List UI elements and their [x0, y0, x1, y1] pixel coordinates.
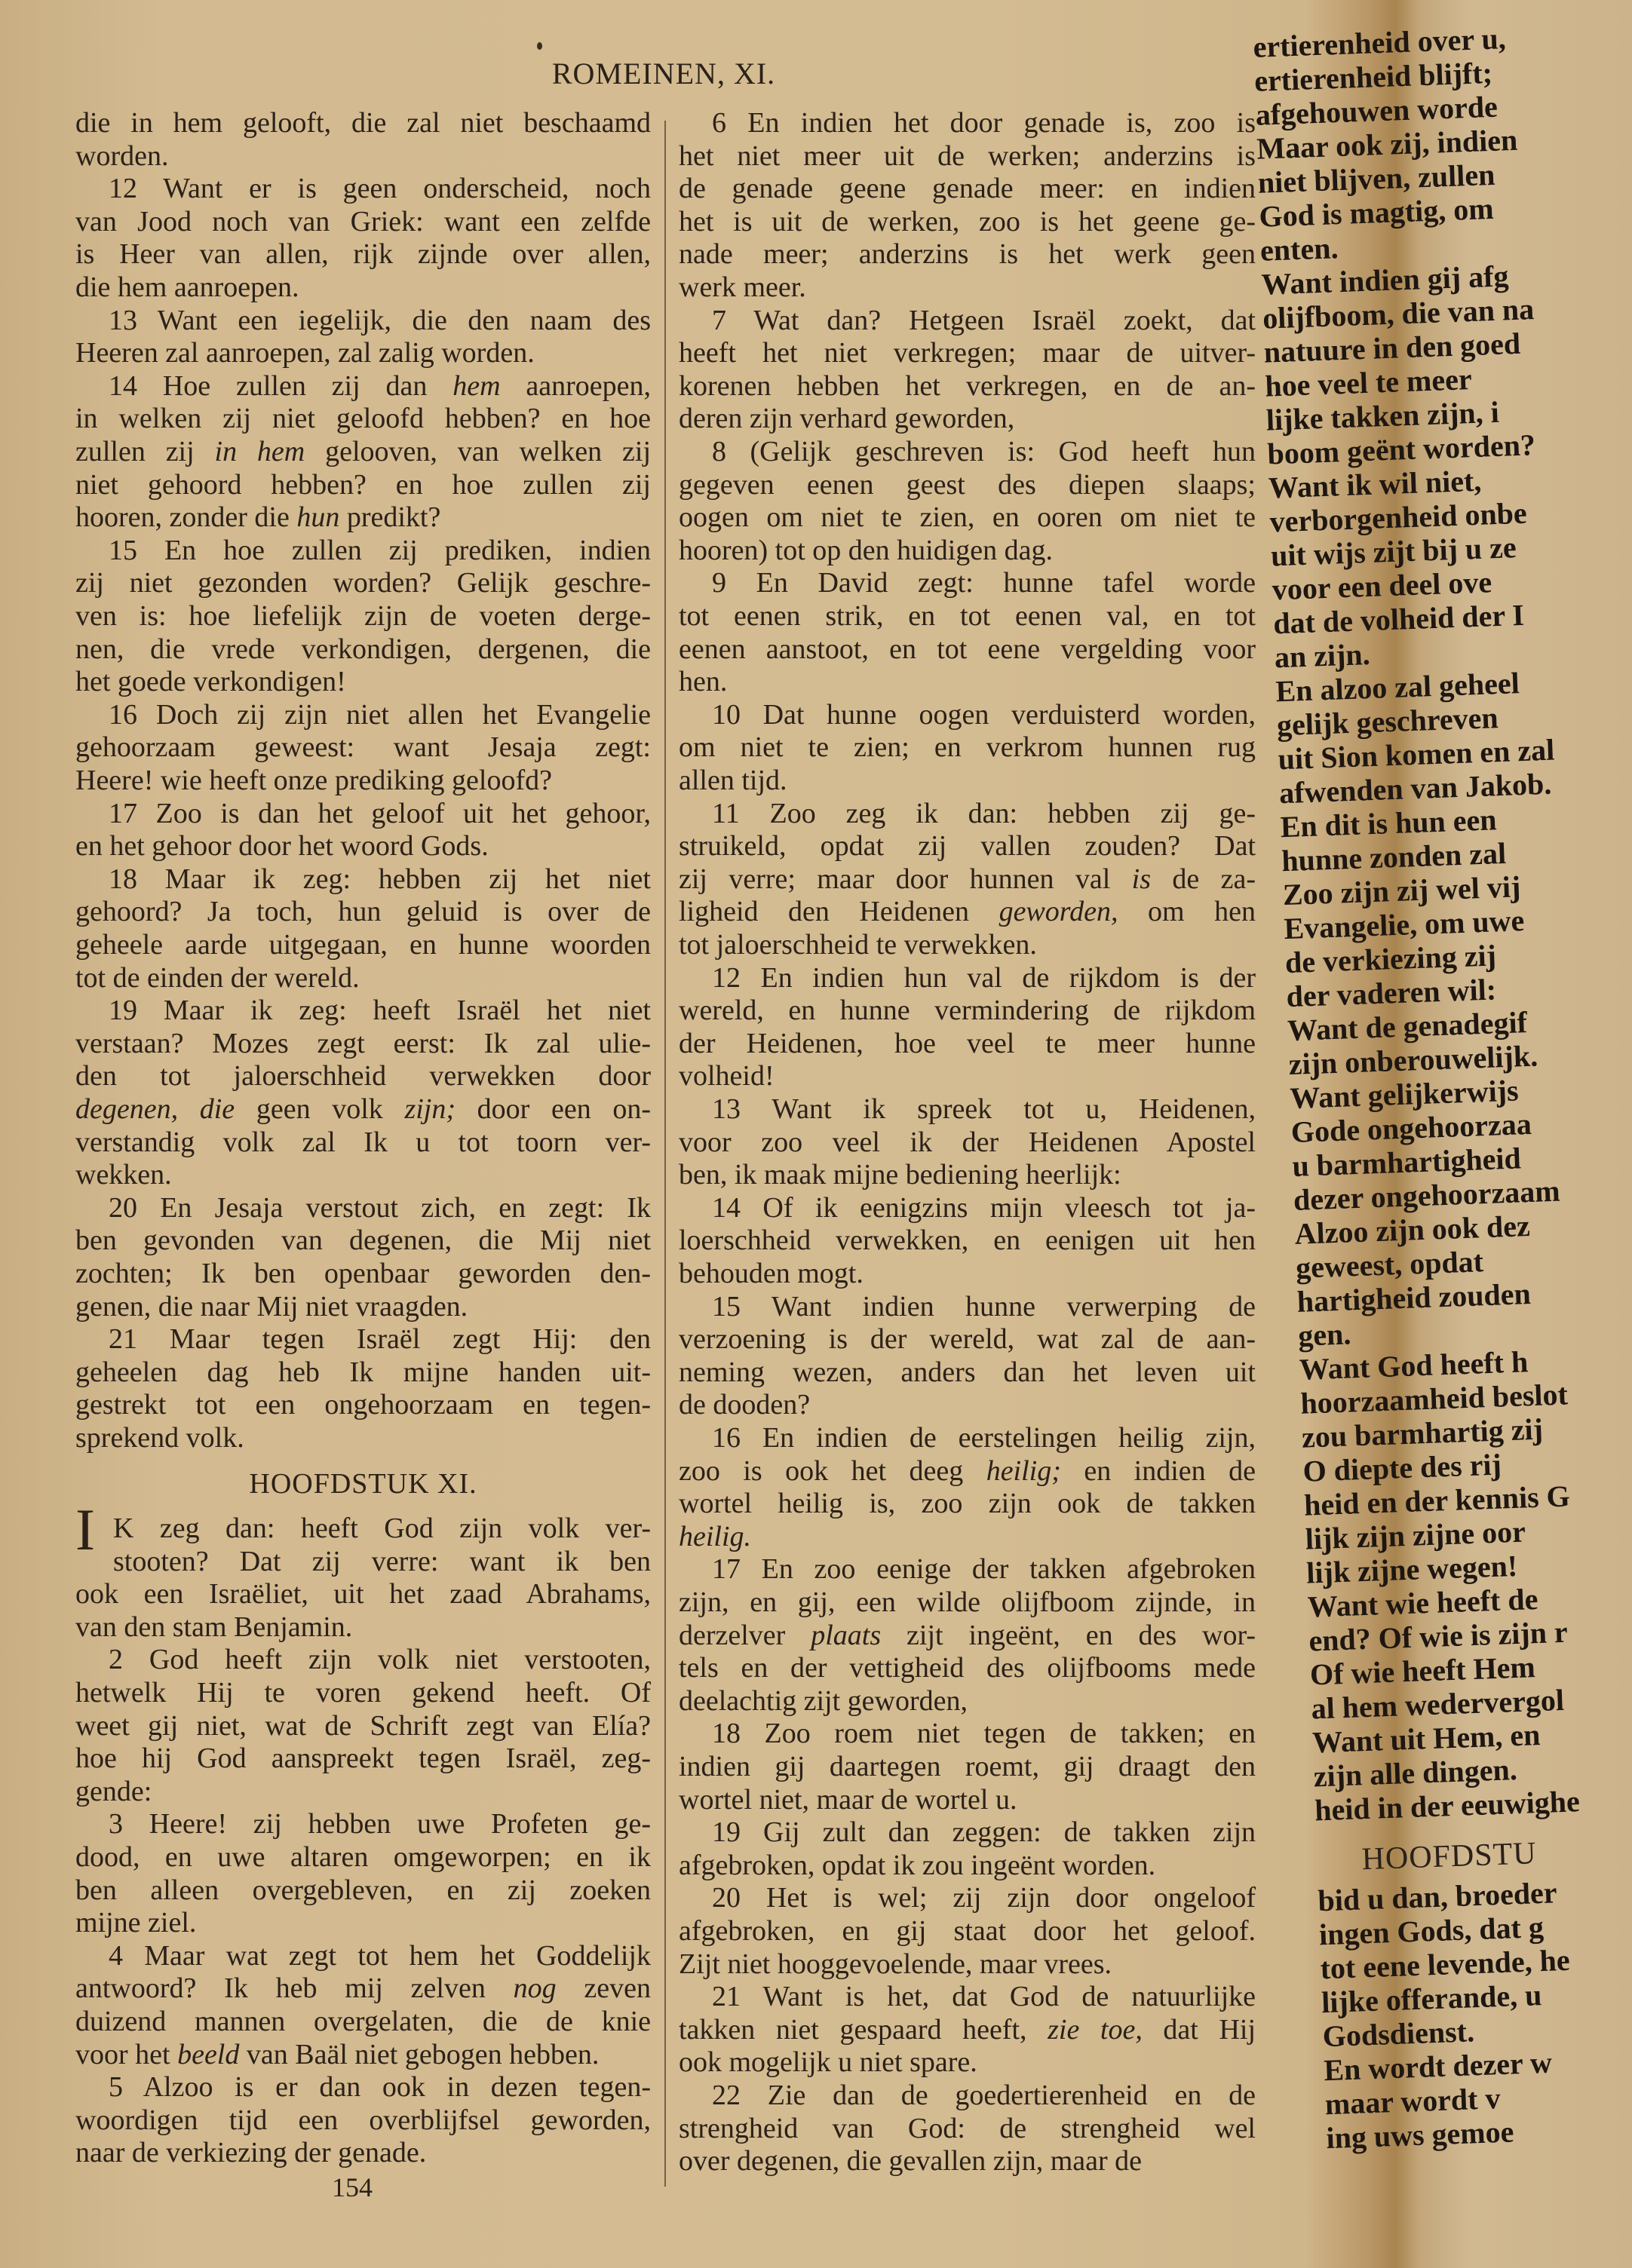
- italic-text: is: [1131, 863, 1152, 895]
- text-line: 11 Zoo zeg ik dan: hebben zij ge-: [712, 797, 1256, 829]
- text-line: heid in der eeuwighe: [1314, 1784, 1581, 1828]
- text-line: 9 En David zegt: hunne tafel worde: [712, 567, 1256, 599]
- text-line: loerschheid verwekken, en eenigen uit hen: [679, 1224, 1256, 1257]
- text-line: Want God heeft h: [1299, 1344, 1529, 1387]
- text-line: wortel niet, maar de wortel u.: [679, 1783, 1017, 1816]
- text-line: Zoo zijn zij wel vij: [1282, 869, 1522, 912]
- text-line: de genade geene genade meer: en indien: [679, 173, 1256, 205]
- text-line: hoe hij God aanspreekt tegen Israël, zeg-: [75, 1742, 651, 1775]
- text-line: ertierenheid over u,: [1252, 21, 1507, 64]
- text-line: volheid!: [679, 1060, 775, 1093]
- text-line: ven is: hoe liefelijk zijn de voeten derge-: [75, 600, 651, 632]
- text-line: verstaan? Mozes zegt eerst: Ik zal ulie-: [75, 1027, 651, 1059]
- text-line: 8 (Gelijk geschreven is: God heeft hun: [712, 436, 1256, 467]
- text-line: En alzoo zal geheel: [1275, 666, 1520, 709]
- text-line: Want indien gij afg: [1260, 259, 1510, 302]
- text-line: hartigheid zouden: [1296, 1277, 1532, 1319]
- column-divider: [664, 121, 666, 2187]
- text-line: tot jaloerschheid te verwekken.: [679, 929, 1037, 961]
- text-line: O diepte des rij: [1302, 1447, 1502, 1488]
- text-line: Alzoo zijn ook dez: [1293, 1209, 1531, 1251]
- text-line: al hem wedervergol: [1310, 1682, 1565, 1726]
- text-line: gegeven eenen geest des diepen slaaps;: [679, 468, 1256, 501]
- text-line: geheelen dag heb Ik mijne handen uit-: [75, 1356, 651, 1388]
- text-line: korenen hebben het verkregen, en de an-: [679, 369, 1256, 402]
- text-line: zijn, en gij, een wilde olijfboom zijnde, in: [679, 1586, 1256, 1618]
- text-line: 19 Maar ik zeg: heeft Israël het niet: [109, 995, 651, 1027]
- text-line: God is magtig, om: [1258, 191, 1495, 234]
- text-line: 21 Maar tegen Israël zegt Hij: den: [109, 1323, 651, 1356]
- text-line: weet gij niet, wat de Schrift zegt van Elía?: [75, 1709, 651, 1742]
- text-line: u barmhartigheid: [1291, 1141, 1522, 1183]
- text-line: gende:: [75, 1775, 152, 1807]
- text-line: 4 Maar wat zegt tot hem het Goddelijk: [109, 1939, 651, 1972]
- text-line: om niet te zien; en verkrom hunnen rug: [679, 731, 1256, 764]
- text-line: ben, ik maak mijne bediening heerlijk:: [679, 1159, 1121, 1191]
- text-line: zij verre; maar door hunnen val is de za-: [679, 863, 1256, 895]
- text-line: voor het beeld van Baäl niet gebogen hebben.: [75, 2038, 600, 2070]
- text-line: indien gij daartegen roemt, gij draagt den: [679, 1751, 1256, 1782]
- text-line: tot eenen strik, en tot eenen val, en tot: [679, 600, 1256, 632]
- text-line: 18 Maar ik zeg: hebben zij het niet: [109, 863, 651, 895]
- text-line: naar de verkiezing der genade.: [75, 2137, 427, 2169]
- text-line: dat de volheid der I: [1272, 597, 1525, 641]
- text-line: end? Of wie is zijn r: [1308, 1614, 1569, 1658]
- text-line: zoo is ook het deeg heilig; en indien de: [679, 1454, 1256, 1487]
- text-line: afgebroken, en gij staat door het geloof.: [679, 1915, 1256, 1947]
- text-line: 22 Zie dan de goedertierenheid en de: [712, 2080, 1256, 2111]
- chapter-heading: HOOFDSTUK XI.: [249, 1468, 477, 1500]
- text-line: woordigen tijd een overblijfsel geworden,: [75, 2104, 651, 2136]
- text-line: boom geënt worden?: [1266, 428, 1536, 471]
- text-line: der Heidenen, hoe veel te meer hunne: [679, 1027, 1256, 1059]
- text-line: gen.: [1297, 1316, 1352, 1353]
- text-line: 12 En indien hun val de rijkdom is der: [712, 961, 1256, 994]
- text-line: lijk zijn zijne oor: [1304, 1514, 1526, 1556]
- text-line: 2 God heeft zijn volk niet verstooten,: [109, 1644, 651, 1676]
- text-line: hoe veel te meer: [1264, 362, 1473, 403]
- text-line: ook mogelijk u niet spare.: [679, 2046, 977, 2079]
- text-line: an zijn.: [1274, 636, 1371, 675]
- text-line: hunne zonden zal: [1281, 835, 1507, 878]
- text-line: het niet meer uit de werken; anderzins is: [679, 139, 1256, 172]
- text-line: 18 Zoo roem niet tegen de takken; en: [712, 1718, 1256, 1750]
- text-line: strengheid van God: de strengheid wel: [679, 2112, 1256, 2144]
- text-line: hooren, zonder die hun predikt?: [75, 501, 441, 534]
- italic-text: heilig.: [679, 1520, 752, 1552]
- text-line: derzelver plaats zijt ingeënt, en des wor-: [679, 1619, 1256, 1651]
- text-line: zijn alle dingen.: [1312, 1752, 1518, 1794]
- text-line: En dit is hun een: [1279, 802, 1498, 844]
- text-line: zullen zij in hem gelooven, van welken zij: [75, 436, 651, 467]
- text-line: en het gehoor door het woord Gods.: [75, 830, 489, 863]
- text-line: deelachtig zijt geworden,: [679, 1684, 968, 1717]
- text-line: over degenen, die gevallen zijn, maar de: [679, 2145, 1143, 2178]
- drop-cap: I: [75, 1497, 95, 1562]
- text-line: 16 En indien de eerstelingen heilig zijn,: [712, 1422, 1256, 1454]
- text-line: der vaderen wil:: [1285, 972, 1497, 1014]
- text-line: tot eene levende, he: [1319, 1942, 1571, 1986]
- text-line: werk meer.: [679, 271, 806, 303]
- text-line: ben alleen overgebleven, en zij zoeken: [75, 1874, 651, 1906]
- text-line: 5 Alzoo is er dan ook in dezen tegen-: [109, 2071, 651, 2104]
- text-line: Of wie heeft Hem: [1309, 1650, 1536, 1692]
- text-line: antwoord? Ik heb mij zelven nog zeven: [75, 1972, 651, 2005]
- italic-text: nog: [513, 1972, 557, 2005]
- text-line: takken niet gespaard heeft, zie toe, dat Hij: [679, 2013, 1256, 2046]
- facing-page-fragment: [1252, 0, 1581, 2268]
- text-line: enten.: [1259, 231, 1339, 268]
- text-line: 15 Want indien hunne verwerping de: [712, 1290, 1256, 1322]
- text-line: 17 En zoo eenige der takken afgebroken: [712, 1553, 1256, 1586]
- facing-chapter-heading: HOOFDSTU: [1361, 1836, 1538, 1877]
- text-line: in welken zij niet geloofd hebben? en hoe: [75, 403, 651, 435]
- text-line: ben gevonden van degenen, die Mij niet: [75, 1224, 651, 1257]
- text-line: gelijk geschreven: [1276, 700, 1499, 743]
- text-line: verstandig volk zal Ik u tot toorn ver-: [75, 1126, 651, 1158]
- text-line: deren zijn verhard geworden,: [679, 403, 1015, 435]
- text-line: oogen om niet te zien, en ooren om niet te: [679, 501, 1256, 534]
- left-column: [75, 0, 651, 2268]
- italic-text: geworden,: [999, 896, 1118, 928]
- text-line: genen, die naar Mij niet vraagden.: [75, 1290, 468, 1322]
- italic-text: hun: [296, 501, 340, 534]
- text-line: wekken.: [75, 1159, 172, 1191]
- text-line: nade meer; anderzins is het werk geen: [679, 238, 1256, 271]
- text-line: ook een Israëliet, uit het zaad Abrahams,: [75, 1578, 651, 1611]
- text-line: zou barmhartig zij: [1301, 1411, 1544, 1454]
- text-line: hetwelk Hij te voren gekend heeft. Of: [75, 1677, 651, 1709]
- text-line: allen tijd.: [679, 765, 787, 796]
- text-line: [679, 1520, 1256, 1553]
- text-line: 12 Want er is geen onderscheid, noch: [109, 173, 651, 205]
- text-line: lijke takken zijn, i: [1265, 394, 1500, 437]
- text-line: hoorzaamheid beslot: [1299, 1377, 1569, 1421]
- text-line: Godsdienst.: [1322, 2014, 1475, 2054]
- text-line: zochten; Ik ben openbaar geworden den-: [75, 1258, 651, 1289]
- text-line: niet gehoord hebben? en hoe zullen zij: [75, 468, 651, 501]
- text-line: natuure in den goed: [1263, 326, 1521, 369]
- text-line: Want uit Hem, en: [1311, 1717, 1542, 1760]
- text-line: 21 Want is het, dat God de natuurlijke: [712, 1981, 1256, 2013]
- text-line: neming wezen, anders dan het leven uit: [679, 1356, 1256, 1388]
- text-line: die hem aanroepen.: [75, 271, 299, 303]
- text-line: ligheid den Heidenen geworden, om hen: [679, 896, 1256, 928]
- text-line: 6 En indien het door genade is, zoo is: [712, 107, 1256, 139]
- text-line: geheele aarde uitgegaan, en hunne woorden: [75, 929, 651, 961]
- text-line: van Jood noch van Griek: want een zelfde: [75, 205, 651, 238]
- text-line: 3 Heere! zij hebben uwe Profeten ge-: [109, 1808, 651, 1840]
- text-line: Maar ook zij, indien: [1256, 122, 1518, 166]
- text-line: mijne ziel.: [75, 1907, 197, 1939]
- text-line: tels en der vettigheid des olijfbooms mede: [679, 1652, 1256, 1684]
- text-line: geweest, opdat: [1295, 1244, 1484, 1285]
- text-line: 19 Gij zult dan zeggen: de takken zijn: [712, 1816, 1256, 1849]
- text-line: zij niet gezonden worden? Gelijk geschre-: [75, 567, 651, 599]
- text-line: eenen aanstoot, en tot eene vergelding voor: [679, 633, 1256, 665]
- text-line: gehoorzaam geweest: want Jesaja zegt:: [75, 731, 651, 764]
- italic-text: in hem: [214, 436, 305, 467]
- text-line: stooten? Dat zij verre: want ik ben: [113, 1545, 651, 1577]
- text-line: 10 Dat hunne oogen verduisterd worden,: [712, 698, 1256, 731]
- text-line: Gode ongehoorzaa: [1290, 1106, 1532, 1149]
- text-line: het goede verkondigen!: [75, 666, 346, 698]
- text-line: bid u dan, broeder: [1317, 1875, 1558, 1918]
- text-line: de dooden?: [679, 1389, 811, 1421]
- page-number: 154: [332, 2172, 373, 2202]
- text-line: 13 Want ik spreek tot u, Heidenen,: [712, 1093, 1256, 1125]
- text-line: Zijt niet hooggevoelende, maar vrees.: [679, 1948, 1112, 1980]
- text-line: hooren) tot op den huidigen dag.: [679, 534, 1054, 566]
- right-column: [679, 0, 1256, 2268]
- text-line: 20 En Jesaja verstout zich, en zegt: Ik: [109, 1191, 651, 1224]
- text-line: afgehouwen worde: [1255, 89, 1499, 132]
- text-line: nen, die vrede verkondigen, dergenen, die: [75, 633, 651, 665]
- italic-text: plaats: [811, 1619, 882, 1651]
- text-line: ertierenheid blijft;: [1253, 55, 1493, 98]
- text-line: 14 Hoe zullen zij dan hem aanroepen,: [109, 369, 651, 402]
- italic-text: zie toe,: [1048, 2013, 1143, 2046]
- text-line: Heere! wie heeft onze prediking geloofd?: [75, 765, 552, 796]
- text-line: 7 Wat dan? Hetgeen Israël zoekt, dat: [712, 304, 1256, 336]
- text-line: gestrekt tot een ongehoorzaam en tegen-: [75, 1389, 651, 1421]
- italic-text: beeld: [177, 2038, 240, 2070]
- text-line: gehoord? Ja toch, hun geluid is over de: [75, 896, 651, 928]
- text-line: Want gelijkerwijs: [1289, 1073, 1520, 1116]
- text-line: behouden mogt.: [679, 1258, 864, 1289]
- text-line: voor een deel ove: [1271, 565, 1492, 607]
- text-line: afgebroken, opdat ik zou ingeënt worden.: [679, 1849, 1156, 1881]
- text-line: 14 Of ik eenigzins mijn vleesch tot ja-: [712, 1191, 1256, 1224]
- text-line: 13 Want een iegelijk, die den naam des: [109, 304, 651, 336]
- italic-text: degenen, die: [75, 1093, 235, 1125]
- text-line: struikeld, opdat zij vallen zouden? Dat: [679, 830, 1256, 863]
- text-line: uit Sion komen en zal: [1277, 732, 1555, 777]
- italic-text: zijn;: [404, 1093, 456, 1125]
- text-line: K zeg dan: heeft God zijn volk ver-: [113, 1513, 651, 1544]
- text-line: wortel heilig is, zoo zijn ook de takken: [679, 1488, 1256, 1520]
- text-line: worden.: [75, 139, 169, 172]
- text-line: wereld, en hunne vermindering de rijkdom: [679, 995, 1256, 1027]
- text-line: 20 Het is wel; zij zijn door ongeloof: [712, 1882, 1256, 1914]
- text-line: En wordt dezer w: [1323, 2045, 1553, 2088]
- running-header: ROMEINEN, XI.: [551, 57, 776, 90]
- text-line: de verkiezing zij: [1284, 938, 1497, 980]
- text-line: die in hem gelooft, die zal niet beschaamd: [75, 107, 651, 139]
- text-line: verzoening is der wereld, wat zal de aan-: [679, 1323, 1256, 1356]
- text-line: Want wie heeft de: [1307, 1581, 1539, 1624]
- text-line: sprekend volk.: [75, 1422, 244, 1454]
- text-line: ingen Gods, dat g: [1318, 1909, 1545, 1952]
- text-line: van den stam Benjamin.: [75, 1611, 353, 1643]
- text-line: Evangelie, om uwe: [1283, 903, 1525, 946]
- text-line: tot de einden der wereld.: [75, 961, 360, 994]
- text-line: lijke offerande, u: [1321, 1978, 1543, 2020]
- text-line: uit wijs zijt bij u ze: [1270, 530, 1517, 573]
- text-line: 16 Doch zij zijn niet allen het Evangelie: [109, 698, 651, 731]
- text-line: heid en der kennis G: [1303, 1479, 1571, 1522]
- text-line: maar wordt v: [1324, 2081, 1502, 2122]
- text-line: is Heer van allen, rijk zijnde over allen,: [75, 238, 651, 271]
- text-line: dezer ongehoorzaam: [1293, 1173, 1561, 1217]
- text-line: Want ik wil niet,: [1268, 463, 1482, 505]
- italic-text: heilig;: [986, 1454, 1061, 1487]
- text-line: 15 En hoe zullen zij prediken, indien: [109, 534, 651, 566]
- text-line: den tot jaloerschheid verwekken door: [75, 1060, 651, 1093]
- text-line: degenen, die geen volk zijn; door een on-: [75, 1093, 651, 1125]
- text-line: Heeren zal aanroepen, zal zalig worden.: [75, 337, 535, 369]
- text-line: hen.: [679, 666, 728, 698]
- text-line: Want de genadegif: [1287, 1005, 1528, 1048]
- text-line: niet blijven, zullen: [1257, 157, 1495, 200]
- text-line: het is uit de werken, zoo is het geene ge-: [679, 205, 1256, 238]
- text-line: zijn onberouwelijk.: [1287, 1038, 1538, 1082]
- text-line: verborgenheid onbe: [1268, 495, 1528, 539]
- text-line: heeft het niet verkregen; maar de uitver-: [679, 337, 1256, 369]
- text-line: afwenden van Jakob.: [1278, 766, 1552, 811]
- text-line: lijk zijne wegen!: [1305, 1548, 1518, 1590]
- text-line: duizend mannen overgelaten, die de knie: [75, 2006, 651, 2037]
- text-line: olijfboom, die van na: [1262, 292, 1535, 336]
- italic-text: hem: [452, 369, 501, 402]
- text-line: ing uws gemoe: [1325, 2114, 1515, 2156]
- text-line: 17 Zoo is dan het geloof uit het gehoor,: [109, 797, 651, 829]
- text-line: voor zoo veel ik der Heidenen Apostel: [679, 1126, 1256, 1158]
- text-line: dood, en uwe altaren omgeworpen; en ik: [75, 1841, 651, 1873]
